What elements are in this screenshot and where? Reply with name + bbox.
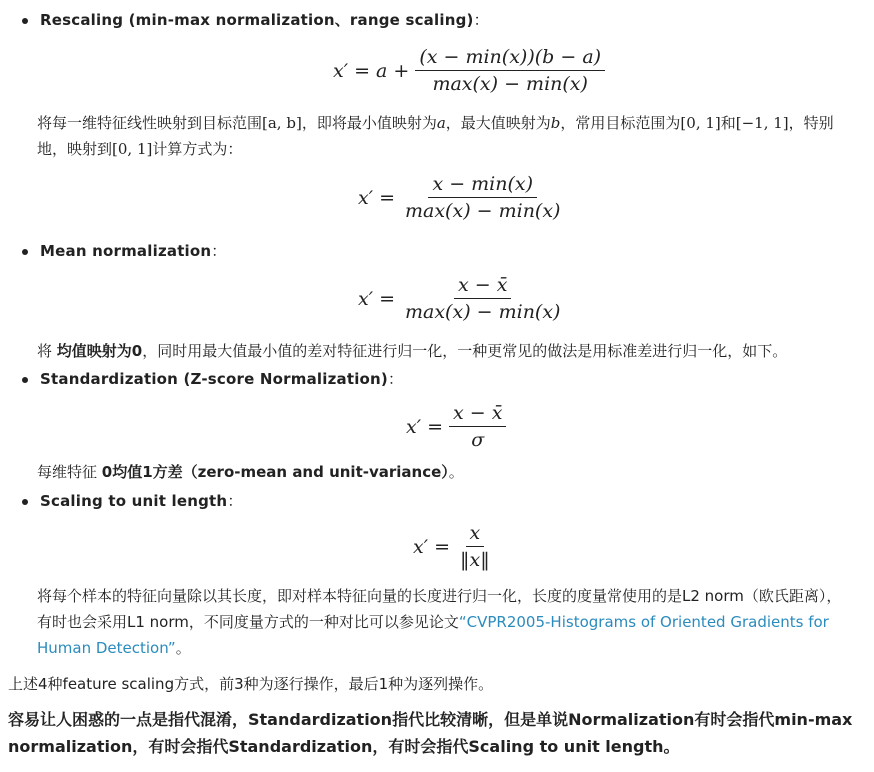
formula-fraction [415, 46, 605, 95]
formula-fraction [401, 274, 564, 323]
formula-lhs: x′ = [406, 415, 443, 438]
formula-min-max [358, 173, 564, 222]
bullet-icon [22, 499, 28, 505]
formula-fraction [456, 522, 494, 571]
paragraph-rescaling: 将每一维特征线性映射到目标范围[a, b]，即将最小值映射为a，最大值映射为b，常用目标范围为[0, 1]和[−1, 1]，特别地，映射到[0, 1]计算方式为： [37, 114, 834, 158]
paragraph-standardization: 每维特征 0均值1方差（zero-mean and unit-variance）。 [37, 463, 464, 481]
formula-lhs: x′ = [413, 535, 450, 558]
paragraph-mean-normalization: 将 均值映射为0，同时用最大值最小值的差对特征进行归一化，一种更常见的做法是用标准差进行归一化，如下。 [37, 342, 788, 360]
formula-numerator: (x − min(x))(b − a) [415, 46, 605, 71]
formula-lhs: x′ = [358, 287, 395, 310]
formula-lhs: x′ = a + [333, 59, 410, 82]
formula-numerator: x [466, 522, 485, 547]
bullet-icon [22, 249, 28, 255]
heading-standardization: Standardization (Z-score Normalization)： [40, 370, 404, 388]
heading-rescaling: Rescaling (min-max normalization、range scaling)： [40, 11, 489, 29]
formula-fraction [449, 402, 506, 451]
formula-standardization [406, 402, 506, 451]
bullet-icon [22, 18, 28, 24]
formula-denominator: max(x) − min(x) [432, 73, 588, 95]
formula-rescaling [333, 46, 605, 95]
bullet-icon [22, 377, 28, 383]
note-paragraph: 容易让人困惑的一点是指代混淆，Standardization指代比较清晰，但是单说Normalization有时会指代min-max normalization，有时会指代Standardization，有时会指代Scaling to unit length。 [8, 710, 853, 756]
paragraph-scaling-unit-length: 将每个样本的特征向量除以其长度，即对样本特征向量的长度进行归一化，长度的度量常使用的是L2 norm（欧氏距离），有时也会采用L1 norm，不同度量方式的一种对比可以参见论文“CVPR2005-Histograms of Oriented Gradients for Human Detection”。 [37, 587, 842, 657]
formula-unit-length [413, 522, 494, 571]
formula-denominator: max(x) − min(x) [405, 200, 561, 222]
summary-paragraph: 上述4种feature scaling方式，前3种为逐行操作，最后1种为逐列操作。 [8, 675, 494, 693]
formula-numerator: x − x̄ [449, 402, 506, 427]
formula-denominator: ‖x‖ [460, 549, 490, 571]
formula-denominator: σ [471, 429, 485, 451]
formula-numerator: x − min(x) [428, 173, 537, 198]
heading-scaling-unit-length: Scaling to unit length： [40, 492, 243, 510]
formula-numerator: x − x̄ [454, 274, 511, 299]
formula-fraction [401, 173, 564, 222]
paper-link[interactable]: “CVPR2005-Histograms of Oriented Gradients for Human Detection” [37, 613, 829, 657]
formula-denominator: max(x) − min(x) [405, 301, 561, 323]
heading-mean-normalization: Mean normalization： [40, 242, 227, 260]
formula-mean-normalization [358, 274, 564, 323]
formula-lhs: x′ = [358, 186, 395, 209]
